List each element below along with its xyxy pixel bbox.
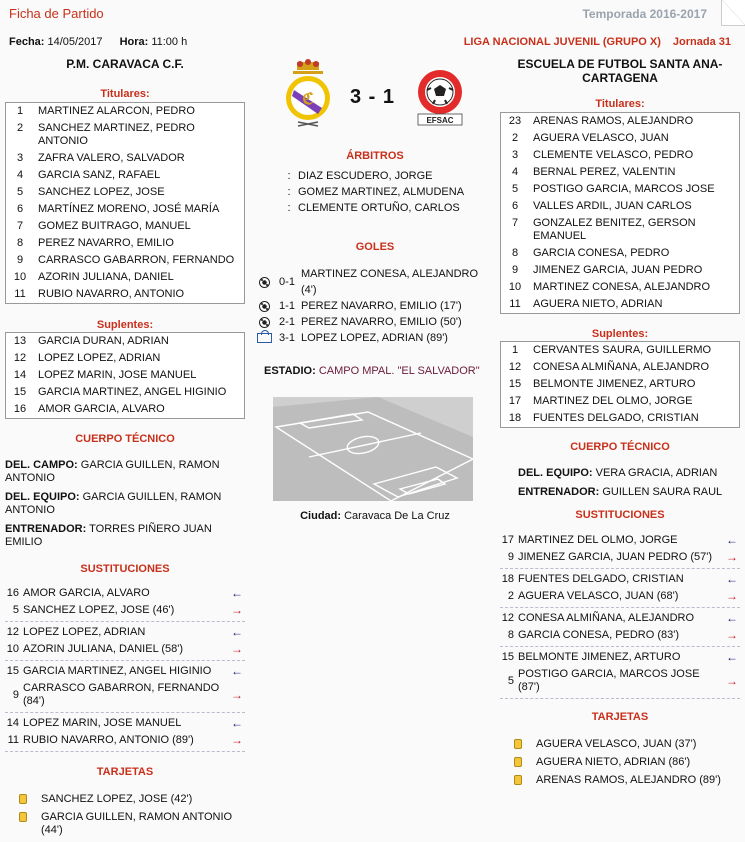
away-suplente-row[interactable] <box>501 342 739 359</box>
card-row <box>500 738 740 751</box>
sub-in-row[interactable] <box>500 610 740 627</box>
player-number: 12 <box>13 352 27 364</box>
player-number: 13 <box>13 335 27 347</box>
home-titulares-list <box>5 102 245 304</box>
staff-name: GARCIA GUILLEN, RAMON ANTONIO <box>5 491 222 516</box>
referee-colon: : <box>287 186 291 198</box>
goal-scorer: PEREZ NAVARRO, EMILIO (17') <box>301 300 462 312</box>
referee-row <box>280 168 495 184</box>
card-text: ARENAS RAMOS, ALEJANDRO (89') <box>536 774 721 786</box>
player-name: LOPEZ MARIN, JOSE MANUEL <box>38 369 197 381</box>
goalpost-glyph <box>257 333 272 343</box>
home-titular-row[interactable] <box>6 103 244 120</box>
sub-out-row[interactable] <box>500 627 740 644</box>
goal-scorer: LOPEZ LOPEZ, ADRIAN (89') <box>301 332 448 344</box>
player-name: CONESA ALMIÑANA, ALEJANDRO <box>533 361 710 373</box>
player-number: 10 <box>508 281 522 293</box>
player-number: 7 <box>511 217 519 229</box>
player-name: BELMONTE JIMENEZ, ARTURO <box>518 651 681 663</box>
fecha-label: Fecha: <box>9 36 45 48</box>
player-number: 15 <box>6 665 19 677</box>
home-titular-row[interactable] <box>6 218 244 235</box>
player-number: 8 <box>507 629 514 641</box>
referee-name: DIAZ ESCUDERO, JORGE <box>298 170 433 182</box>
player-name: FUENTES DELGADO, CRISTIAN <box>533 412 699 424</box>
player-number: 1 <box>16 105 24 117</box>
page-title: Ficha de Partido <box>9 6 104 21</box>
home-subs-list <box>5 583 245 752</box>
arrow-right-icon: → <box>726 628 738 642</box>
staff-row <box>5 491 245 517</box>
player-number: 6 <box>16 203 24 215</box>
player-number: 8 <box>16 237 24 249</box>
arrow-right-icon: → <box>231 603 243 617</box>
goalpost-icon <box>255 331 273 345</box>
away-suplente-row[interactable] <box>501 410 739 427</box>
away-suplente-row[interactable] <box>501 359 739 376</box>
player-name: SANCHEZ LOPEZ, JOSE (46') <box>23 604 175 616</box>
player-number: 4 <box>16 169 24 181</box>
home-titular-row[interactable] <box>6 286 244 303</box>
yellow-card-icon <box>514 739 522 749</box>
player-name: BERNAL PEREZ, VALENTIN <box>533 166 676 178</box>
player-number: 15 <box>501 651 514 663</box>
league-info <box>464 36 731 48</box>
player-number: 14 <box>6 717 19 729</box>
sub-in-row[interactable] <box>5 715 245 732</box>
player-number: 15 <box>508 378 522 390</box>
card-row <box>5 811 245 837</box>
away-titular-row[interactable] <box>501 113 739 130</box>
player-number: 18 <box>501 573 514 585</box>
sub-out-row[interactable] <box>5 641 245 658</box>
arrow-left-icon: ← <box>726 572 738 586</box>
staff-name: GUILLEN SAURA RAUL <box>602 486 723 498</box>
player-name: GARCIA SANZ, RAFAEL <box>38 169 161 181</box>
goal-scorer: MARTINEZ CONESA, ALEJANDRO (4') <box>301 268 479 296</box>
arrow-left-icon: ← <box>231 586 243 600</box>
staff-row <box>5 459 245 485</box>
goal-row <box>255 330 495 346</box>
away-cuerpo-label: CUERPO TÉCNICO <box>570 441 670 453</box>
soccer-ball-glyph <box>259 317 270 328</box>
yellow-card-icon <box>19 812 27 822</box>
goal-row <box>255 266 495 298</box>
player-name: RUBIO NAVARRO, ANTONIO (89') <box>23 734 194 746</box>
home-cuerpo-label: CUERPO TÉCNICO <box>75 433 175 445</box>
away-titular-row[interactable] <box>501 262 739 279</box>
home-suplentes-list <box>5 332 245 419</box>
player-name: SANCHEZ MARTINEZ, PEDRO ANTONIO <box>38 122 195 147</box>
player-name: AZORIN JULIANA, DANIEL <box>38 271 174 283</box>
away-suplente-row[interactable] <box>501 393 739 410</box>
away-suplentes-list <box>500 341 740 428</box>
referee-row <box>280 200 495 216</box>
player-name: GARCIA CONESA, PEDRO <box>533 247 670 259</box>
player-number: 5 <box>12 604 19 616</box>
arrow-left-icon: ← <box>726 533 738 547</box>
sub-in-row[interactable] <box>5 585 245 602</box>
away-titular-row[interactable] <box>501 215 739 245</box>
player-number: 11 <box>7 734 19 746</box>
ciudad-label: Ciudad: <box>300 510 342 522</box>
arrow-right-icon: → <box>231 642 243 656</box>
staff-role: ENTRENADOR: <box>5 523 87 535</box>
card-row <box>500 756 740 769</box>
staff-role: DEL. CAMPO: <box>5 459 78 471</box>
away-titular-row[interactable] <box>501 245 739 262</box>
sub-in-row[interactable] <box>500 571 740 588</box>
away-cards-list <box>500 738 740 787</box>
goles-label: GOLES <box>355 241 395 253</box>
sub-in-row[interactable] <box>5 663 245 680</box>
substitution <box>500 530 740 569</box>
sub-in-row[interactable] <box>500 532 740 549</box>
player-number: 17 <box>508 395 522 407</box>
player-name: AMOR GARCIA, ALVARO <box>23 587 150 599</box>
away-tarjetas-label: TARJETAS <box>591 711 649 723</box>
home-titular-row[interactable] <box>6 235 244 252</box>
home-titular-row[interactable] <box>6 252 244 269</box>
sub-in-row[interactable] <box>500 649 740 666</box>
sub-out-row[interactable] <box>500 549 740 566</box>
player-name: JIMENEZ GARCIA, JUAN PEDRO (57') <box>518 551 713 563</box>
away-team-logo <box>415 68 465 126</box>
player-number: 2 <box>16 122 24 134</box>
home-titulares-label: Titulares: <box>100 88 150 100</box>
player-number: 9 <box>507 551 514 563</box>
arrow-left-icon: ← <box>231 625 243 639</box>
player-name: POSTIGO GARCIA, MARCOS JOSE (87') <box>518 668 700 693</box>
player-number: 16 <box>6 587 19 599</box>
substitution <box>5 661 245 713</box>
card-text: GARCIA GUILLEN, RAMON ANTONIO (44') <box>41 811 233 836</box>
player-number: 23 <box>508 115 522 127</box>
away-team-name: ESCUELA DE FUTBOL SANTA ANA-CARTAGENA <box>517 57 723 85</box>
player-number: 4 <box>511 166 519 178</box>
sub-out-row[interactable] <box>5 680 245 710</box>
arrow-right-icon: → <box>726 673 738 688</box>
home-suplente-row[interactable] <box>6 367 244 384</box>
away-titular-row[interactable] <box>501 147 739 164</box>
away-titular-row[interactable] <box>501 181 739 198</box>
player-number: 12 <box>501 612 514 624</box>
player-number: 5 <box>507 674 514 687</box>
player-name: RUBIO NAVARRO, ANTONIO <box>38 288 185 300</box>
home-cards-list <box>5 793 245 837</box>
arrow-right-icon: → <box>231 687 243 702</box>
player-name: POSTIGO GARCIA, MARCOS JOSE <box>533 183 715 195</box>
player-name: BELMONTE JIMENEZ, ARTURO <box>533 378 696 390</box>
home-titular-row[interactable] <box>6 120 244 150</box>
player-name: MARTINEZ CONESA, ALEJANDRO <box>533 281 711 293</box>
player-number: 5 <box>16 186 24 198</box>
away-titular-row[interactable] <box>501 130 739 147</box>
player-number: 12 <box>6 626 19 638</box>
player-name: SANCHEZ LOPEZ, JOSE <box>38 186 165 198</box>
home-suplente-row[interactable] <box>6 384 244 401</box>
estadio-value: CAMPO MPAL. "EL SALVADOR" <box>318 365 480 377</box>
goal-row <box>255 298 495 314</box>
staff-role: DEL. EQUIPO: <box>518 467 593 479</box>
arrow-right-icon: → <box>726 550 738 564</box>
player-name: MARTINEZ DEL OLMO, JORGE <box>518 534 678 546</box>
away-subs-list <box>500 530 740 699</box>
player-number: 16 <box>13 403 27 415</box>
staff-row <box>518 467 740 480</box>
player-number: 5 <box>511 183 519 195</box>
player-name: LOPEZ LOPEZ, ADRIAN <box>38 352 161 364</box>
referees-list <box>280 168 495 216</box>
player-number: 12 <box>508 361 522 373</box>
player-name: MARTINEZ ALARCON, PEDRO <box>38 105 195 117</box>
goal-score: 0-1 <box>279 276 295 288</box>
away-staff-list <box>500 467 740 499</box>
player-name: GOMEZ BUITRAGO, MANUEL <box>38 220 191 232</box>
player-number: 3 <box>16 152 24 164</box>
player-number: 9 <box>16 254 24 266</box>
substitution <box>500 569 740 608</box>
sub-out-row[interactable] <box>5 732 245 749</box>
player-number: 8 <box>511 247 519 259</box>
player-name: PEREZ NAVARRO, EMILIO <box>38 237 174 249</box>
player-name: MARTÍNEZ MORENO, JOSÉ MARÍA <box>38 203 220 215</box>
soccer-ball-glyph <box>259 277 270 288</box>
away-titular-row[interactable] <box>501 279 739 296</box>
goal-score: 3-1 <box>279 332 295 344</box>
soccer-ball-glyph <box>259 301 270 312</box>
svg-text:ℭ: ℭ <box>302 91 314 108</box>
away-titular-row[interactable] <box>501 198 739 215</box>
away-logo-text: EFSAC <box>426 116 454 125</box>
player-name: GARCIA DURAN, ADRIAN <box>38 335 169 347</box>
player-name: CERVANTES SAURA, GUILLERMO <box>533 344 712 356</box>
yellow-card-icon <box>514 757 522 767</box>
season-label: Temporada 2016-2017 <box>582 7 707 21</box>
card-text: AGUERA VELASCO, JUAN (37') <box>536 738 697 750</box>
player-number: 18 <box>508 412 522 424</box>
card-row <box>500 774 740 787</box>
player-number: 9 <box>12 688 19 701</box>
player-number: 6 <box>511 200 519 212</box>
home-team-logo <box>280 60 335 130</box>
sub-out-row[interactable] <box>500 666 740 696</box>
player-name: ZAFRA VALERO, SALVADOR <box>38 152 185 164</box>
away-suplentes-label: Suplentes: <box>591 328 649 340</box>
sub-out-row[interactable] <box>5 602 245 619</box>
arrow-left-icon: ← <box>231 716 243 730</box>
player-name: CARRASCO GABARRON, FERNANDO <box>38 254 235 266</box>
player-name: JIMENEZ GARCIA, JUAN PEDRO <box>533 264 703 276</box>
player-name: AZORIN JULIANA, DANIEL (58') <box>23 643 184 655</box>
arrow-right-icon: → <box>726 589 738 603</box>
player-name: AMOR GARCIA, ALVARO <box>38 403 165 415</box>
player-number: 2 <box>507 590 514 602</box>
home-suplente-row[interactable] <box>6 350 244 367</box>
staff-role: ENTRENADOR: <box>518 486 600 498</box>
substitution <box>5 713 245 752</box>
goal-score: 2-1 <box>279 316 295 328</box>
goal-score: 1-1 <box>279 300 295 312</box>
stadium-info <box>264 365 494 377</box>
goal-scorer: PEREZ NAVARRO, EMILIO (50') <box>301 316 462 328</box>
home-team-name: P.M. CARAVACA C.F. <box>66 57 184 71</box>
home-titular-row[interactable] <box>6 201 244 218</box>
card-text: AGUERA NIETO, ADRIAN (86') <box>536 756 691 768</box>
player-number: 3 <box>511 149 519 161</box>
home-titular-row[interactable] <box>6 167 244 184</box>
player-number: 17 <box>501 534 514 546</box>
home-titular-row[interactable] <box>6 150 244 167</box>
fecha-value: 14/05/2017 <box>47 36 103 48</box>
player-number: 11 <box>509 298 521 310</box>
hora-value: 11:00 h <box>151 36 188 48</box>
away-titulares-list <box>500 112 740 314</box>
player-name: GARCIA CONESA, PEDRO (83') <box>518 629 680 641</box>
player-name: FUENTES DELGADO, CRISTIAN <box>518 573 684 585</box>
away-titular-row[interactable] <box>501 296 739 313</box>
city-info <box>255 510 495 522</box>
player-name: AGUERA VELASCO, JUAN <box>533 132 669 144</box>
soccer-ball-icon <box>255 315 273 329</box>
page-corner-icon <box>721 0 745 26</box>
referee-colon: : <box>287 170 291 182</box>
player-name: AGUERA NIETO, ADRIAN <box>533 298 663 310</box>
player-number: 2 <box>511 132 519 144</box>
player-number: 9 <box>511 264 519 276</box>
arrow-right-icon: → <box>231 733 243 747</box>
league-name: LIGA NACIONAL JUVENIL (GRUPO X) <box>463 36 661 48</box>
referee-row <box>280 184 495 200</box>
player-number: 1 <box>511 344 519 356</box>
arrow-left-icon: ← <box>726 611 738 625</box>
away-team-column <box>500 57 740 792</box>
match-score: 3 - 1 <box>350 86 396 108</box>
home-tarjetas-label: TARJETAS <box>96 766 154 778</box>
soccer-ball-icon <box>255 275 273 289</box>
estadio-label: ESTADIO: <box>264 365 316 377</box>
goal-row <box>255 314 495 330</box>
away-titulares-label: Titulares: <box>595 98 645 110</box>
staff-name: GARCIA GUILLEN, RAMON ANTONIO <box>5 459 220 484</box>
goals-list <box>255 266 495 346</box>
sub-out-row[interactable] <box>500 588 740 605</box>
player-number: 14 <box>13 369 27 381</box>
substitution <box>5 583 245 622</box>
player-number: 11 <box>14 288 26 300</box>
home-suplentes-label: Suplentes: <box>96 319 154 331</box>
player-name: GONZALEZ BENITEZ, GERSON EMANUEL <box>533 217 696 242</box>
player-name: MARTINEZ DEL OLMO, JORGE <box>533 395 693 407</box>
player-name: ARENAS RAMOS, ALEJANDRO <box>533 115 694 127</box>
away-titular-row[interactable] <box>501 164 739 181</box>
player-name: CLEMENTE VELASCO, PEDRO <box>533 149 694 161</box>
jornada: Jornada 31 <box>672 36 731 48</box>
home-team-column <box>5 57 245 842</box>
staff-name: VERA GRACIA, ADRIAN <box>595 467 718 479</box>
player-name: LOPEZ LOPEZ, ADRIAN <box>23 626 146 638</box>
card-text: SANCHEZ LOPEZ, JOSE (42') <box>41 793 193 805</box>
home-suplente-row[interactable] <box>6 333 244 350</box>
substitution <box>5 622 245 661</box>
soccer-ball-icon <box>255 299 273 313</box>
player-name: GARCIA MARTINEZ, ANGEL HIGINIO <box>38 386 227 398</box>
hora-label: Hora: <box>119 36 149 48</box>
player-name: LOPEZ MARIN, JOSE MANUEL <box>23 717 182 729</box>
ciudad-value: Caravaca De La Cruz <box>344 510 450 522</box>
staff-row <box>5 523 245 549</box>
player-number: 15 <box>13 386 27 398</box>
home-sust-label: SUSTITUCIONES <box>80 563 170 575</box>
referee-name: GOMEZ MARTINEZ, ALMUDENA <box>298 186 465 198</box>
arrow-left-icon: ← <box>231 664 243 678</box>
player-name: CARRASCO GABARRON, FERNANDO (84') <box>23 682 220 707</box>
stadium-image <box>273 397 473 501</box>
card-row <box>5 793 245 806</box>
arbitros-label: ÁRBITROS <box>346 150 404 162</box>
player-number: 10 <box>6 643 19 655</box>
away-sust-label: SUSTITUCIONES <box>575 509 665 521</box>
staff-role: DEL. EQUIPO: <box>5 491 80 503</box>
player-name: CONESA ALMIÑANA, ALEJANDRO <box>518 612 695 624</box>
home-staff-list <box>5 459 245 549</box>
referee-name: CLEMENTE ORTUÑO, CARLOS <box>298 202 460 214</box>
yellow-card-icon <box>514 775 522 785</box>
yellow-card-icon <box>19 794 27 804</box>
player-name: GARCIA MARTINEZ, ANGEL HIGINIO <box>23 665 212 677</box>
referee-colon: : <box>287 202 291 214</box>
away-suplente-row[interactable] <box>501 376 739 393</box>
home-suplente-row[interactable] <box>6 401 244 418</box>
substitution <box>500 608 740 647</box>
match-datetime <box>9 36 187 48</box>
player-name: VALLES ARDIL, JUAN CARLOS <box>533 200 692 212</box>
staff-name: TORRES PIÑERO JUAN EMILIO <box>5 523 212 548</box>
staff-row <box>518 486 740 499</box>
sub-in-row[interactable] <box>5 624 245 641</box>
home-titular-row[interactable] <box>6 184 244 201</box>
home-titular-row[interactable] <box>6 269 244 286</box>
arrow-left-icon: ← <box>726 650 738 664</box>
player-name: AGUERA VELASCO, JUAN (68') <box>518 590 679 602</box>
player-number: 7 <box>16 220 24 232</box>
substitution <box>500 647 740 699</box>
player-number: 10 <box>13 271 27 283</box>
